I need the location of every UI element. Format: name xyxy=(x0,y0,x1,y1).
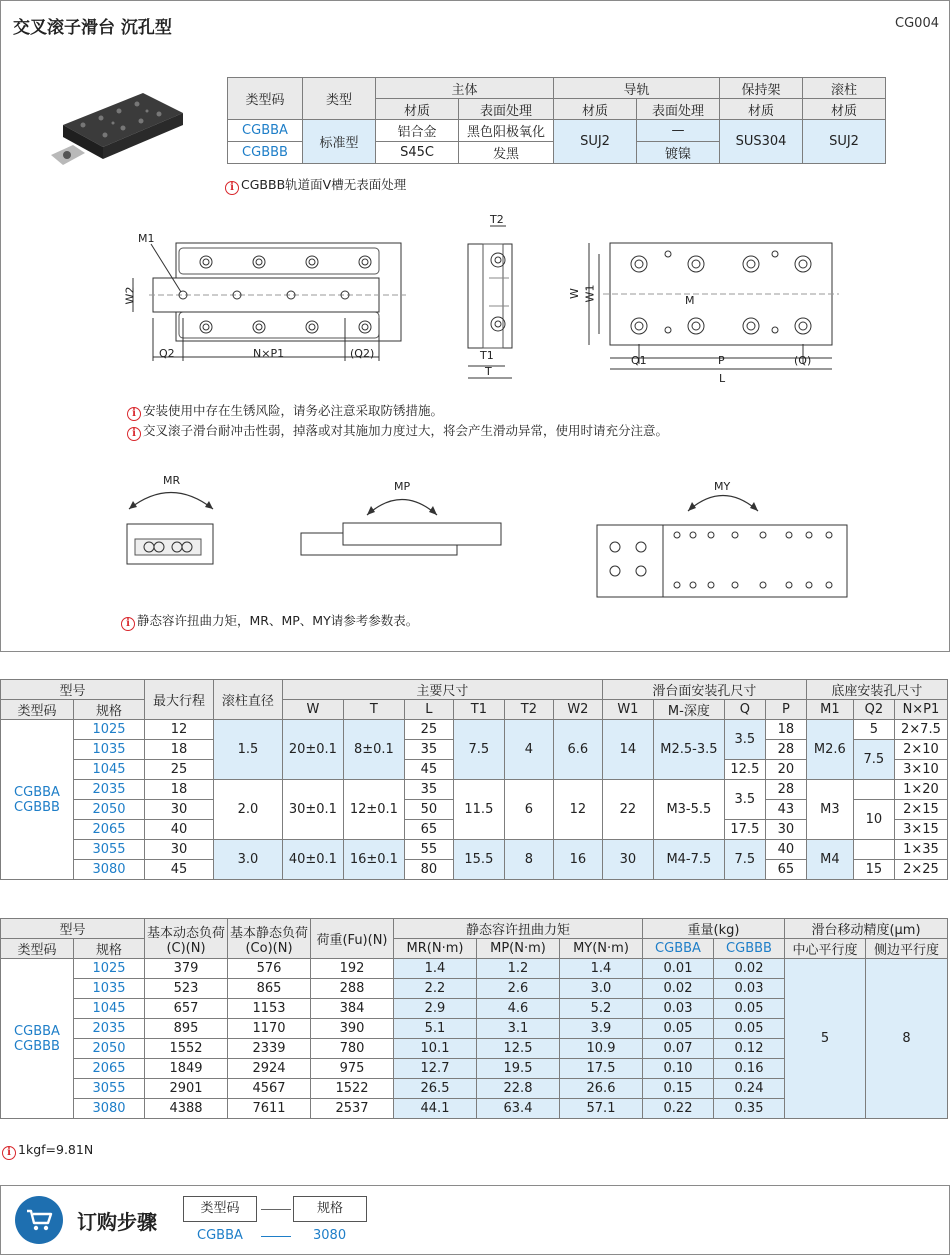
t2-cell: 6 xyxy=(504,780,553,840)
col-np1: N×P1 xyxy=(894,700,947,720)
m1-cell: M2.6 xyxy=(806,720,853,780)
w-cell: 40±0.1 xyxy=(282,840,343,880)
np1-cell: 1×35 xyxy=(894,840,947,860)
p-cell: 28 xyxy=(765,780,806,800)
label-t2: T2 xyxy=(490,213,504,226)
label-l: L xyxy=(719,372,726,385)
t-cell: 8±0.1 xyxy=(343,720,404,780)
col-rail: 导轨 xyxy=(554,78,720,99)
col-material: 材质 xyxy=(803,99,886,120)
col-surface: 表面处理 xyxy=(637,99,720,120)
catalog-code: CG004 xyxy=(895,16,939,31)
m-depth-cell: M3-5.5 xyxy=(653,780,724,840)
col-size: 规格 xyxy=(74,700,145,720)
col-weight-a: CGBBA xyxy=(643,939,714,959)
type-code-b: CGBBB xyxy=(228,142,303,164)
fu-cell: 975 xyxy=(311,1059,394,1079)
order-box-type-code: 类型码 xyxy=(183,1196,257,1222)
size-cell: 1025 xyxy=(74,720,145,740)
label-p: P xyxy=(718,354,725,367)
fu-cell: 2537 xyxy=(311,1099,394,1119)
size-cell: 2065 xyxy=(74,1059,145,1079)
roller-cell: 2.0 xyxy=(213,780,282,840)
col-t1: T1 xyxy=(453,700,504,720)
info-icon: i xyxy=(225,181,239,195)
info-icon: i xyxy=(127,407,141,421)
np1-cell: 3×10 xyxy=(894,760,947,780)
np1-cell: 2×10 xyxy=(894,740,947,760)
co-cell: 576 xyxy=(228,959,311,979)
weight-b-cell: 0.02 xyxy=(714,959,785,979)
col-accuracy: 滑台移动精度(μm) xyxy=(785,919,948,939)
col-load: 荷重(Fu)(N) xyxy=(311,919,394,959)
size-cell: 2065 xyxy=(74,820,145,840)
type-codes: CGBBA CGBBB xyxy=(1,959,74,1119)
c-cell: 895 xyxy=(145,1019,228,1039)
w1-cell: 22 xyxy=(602,780,653,840)
col-body: 主体 xyxy=(376,78,554,99)
label-q2b: (Q2) xyxy=(350,347,375,360)
type-value: 标准型 xyxy=(303,120,376,164)
t2-cell: 4 xyxy=(504,720,553,780)
fu-cell: 1522 xyxy=(311,1079,394,1099)
col-max-stroke: 最大行程 xyxy=(145,680,214,720)
m1-cell: M3 xyxy=(806,780,853,840)
w2-cell: 6.6 xyxy=(553,720,602,780)
weight-b-cell: 0.35 xyxy=(714,1099,785,1119)
weight-a-cell: 0.15 xyxy=(643,1079,714,1099)
q-cell: 3.5 xyxy=(724,720,765,760)
col-m1: M1 xyxy=(806,700,853,720)
note-moment: i 静态容许扭曲力矩，MR、MP、MY请参考参数表。 xyxy=(121,611,418,631)
l-cell: 45 xyxy=(404,760,453,780)
l-cell: 35 xyxy=(404,740,453,760)
label-q2: Q2 xyxy=(159,347,175,360)
mr-cell: 12.7 xyxy=(394,1059,477,1079)
col-t2: T2 xyxy=(504,700,553,720)
size-cell: 1025 xyxy=(74,959,145,979)
mr-cell: 44.1 xyxy=(394,1099,477,1119)
label-w1: W1 xyxy=(583,284,597,303)
col-type-code: 类型码 xyxy=(228,78,303,120)
col-material: 材质 xyxy=(554,99,637,120)
note-impact: i 交叉滚子滑台耐冲击性弱，掉落或对其施加力度过大，将会产生滑动异常，使用时请充分注意。 xyxy=(127,421,668,441)
t1-cell: 11.5 xyxy=(453,780,504,840)
mp-cell: 12.5 xyxy=(477,1039,560,1059)
label-w: W xyxy=(567,288,581,299)
stroke-cell: 30 xyxy=(145,800,214,820)
col-mp: MP(N·m) xyxy=(477,939,560,959)
type-codes: CGBBA CGBBB xyxy=(1,720,74,880)
note-kgf: i 1kgf=9.81N xyxy=(2,1142,93,1160)
mp-cell: 3.1 xyxy=(477,1019,560,1039)
fu-cell: 288 xyxy=(311,979,394,999)
p-cell: 43 xyxy=(765,800,806,820)
my-cell: 5.2 xyxy=(560,999,643,1019)
q-cell: 12.5 xyxy=(724,760,765,780)
weight-a-cell: 0.22 xyxy=(643,1099,714,1119)
t1-cell: 15.5 xyxy=(453,840,504,880)
np1-cell: 2×7.5 xyxy=(894,720,947,740)
col-q: Q xyxy=(724,700,765,720)
label-np1: N×P1 xyxy=(253,347,285,360)
size-cell: 2050 xyxy=(74,1039,145,1059)
co-cell: 1170 xyxy=(228,1019,311,1039)
fu-cell: 390 xyxy=(311,1019,394,1039)
cart-icon xyxy=(15,1196,63,1244)
p-cell: 30 xyxy=(765,820,806,840)
body-surface-b: 发黑 xyxy=(459,142,554,164)
l-cell: 55 xyxy=(404,840,453,860)
q-cell: 7.5 xyxy=(724,840,765,880)
col-moment: 静态容许扭曲力矩 xyxy=(394,919,643,939)
m-depth-cell: M2.5-3.5 xyxy=(653,720,724,780)
mp-cell: 2.6 xyxy=(477,979,560,999)
col-type: 类型 xyxy=(303,78,376,120)
label-m: M xyxy=(685,294,695,307)
q2-cell xyxy=(853,840,894,860)
table-row xyxy=(1,720,948,740)
q-cell: 3.5 xyxy=(724,780,765,820)
w1-cell: 30 xyxy=(602,840,653,880)
col-l: L xyxy=(404,700,453,720)
c-cell: 657 xyxy=(145,999,228,1019)
np1-cell: 2×25 xyxy=(894,860,947,880)
col-w1: W1 xyxy=(602,700,653,720)
info-icon: i xyxy=(127,427,141,441)
co-cell: 2339 xyxy=(228,1039,311,1059)
col-side-parallel: 侧边平行度 xyxy=(866,939,948,959)
col-material: 材质 xyxy=(720,99,803,120)
note-rail-surface: i CGBBB轨道面V槽无表面处理 xyxy=(225,175,406,195)
weight-b-cell: 0.24 xyxy=(714,1079,785,1099)
co-cell: 4567 xyxy=(228,1079,311,1099)
p-cell: 28 xyxy=(765,740,806,760)
col-type-code: 类型码 xyxy=(1,939,74,959)
rail-material: SUJ2 xyxy=(554,120,637,164)
col-weight: 重量(kg) xyxy=(643,919,785,939)
col-t: T xyxy=(343,700,404,720)
size-cell: 3080 xyxy=(74,860,145,880)
weight-a-cell: 0.07 xyxy=(643,1039,714,1059)
roller-material: SUJ2 xyxy=(803,120,886,164)
col-retainer: 保持架 xyxy=(720,78,803,99)
size-cell: 1035 xyxy=(74,979,145,999)
order-connector xyxy=(261,1236,291,1237)
mp-cell: 4.6 xyxy=(477,999,560,1019)
col-q2: Q2 xyxy=(853,700,894,720)
rail-surface-a: — xyxy=(637,120,720,142)
col-m-depth: M-深度 xyxy=(653,700,724,720)
stroke-cell: 40 xyxy=(145,820,214,840)
weight-a-cell: 0.03 xyxy=(643,999,714,1019)
q2-cell xyxy=(853,780,894,800)
stroke-cell: 18 xyxy=(145,780,214,800)
my-cell: 57.1 xyxy=(560,1099,643,1119)
page-title: 交叉滚子滑台 沉孔型 xyxy=(13,18,172,38)
fu-cell: 780 xyxy=(311,1039,394,1059)
t-cell: 16±0.1 xyxy=(343,840,404,880)
label-mp: MP xyxy=(394,480,411,493)
order-box-size: 规格 xyxy=(293,1196,367,1222)
w2-cell: 12 xyxy=(553,780,602,840)
rail-surface-b: 镀镍 xyxy=(637,142,720,164)
table-row xyxy=(1,959,948,979)
p-cell: 18 xyxy=(765,720,806,740)
table-row xyxy=(1,780,948,800)
np1-cell: 2×15 xyxy=(894,800,947,820)
order-value-type-code: CGBBA xyxy=(197,1228,243,1243)
label-mr: MR xyxy=(163,474,181,487)
mp-cell: 1.2 xyxy=(477,959,560,979)
roller-cell: 3.0 xyxy=(213,840,282,880)
size-cell: 1045 xyxy=(74,760,145,780)
p-cell: 65 xyxy=(765,860,806,880)
c-cell: 1849 xyxy=(145,1059,228,1079)
q-cell: 17.5 xyxy=(724,820,765,840)
t2-cell: 8 xyxy=(504,840,553,880)
size-cell: 3080 xyxy=(74,1099,145,1119)
stroke-cell: 18 xyxy=(145,740,214,760)
c-cell: 379 xyxy=(145,959,228,979)
col-center-parallel: 中心平行度 xyxy=(785,939,866,959)
l-cell: 65 xyxy=(404,820,453,840)
col-w: W xyxy=(282,700,343,720)
q2-cell: 5 xyxy=(853,720,894,740)
mp-cell: 22.8 xyxy=(477,1079,560,1099)
stroke-cell: 25 xyxy=(145,760,214,780)
mr-cell: 5.1 xyxy=(394,1019,477,1039)
product-photo xyxy=(43,87,193,179)
col-roller-dia: 滚柱直径 xyxy=(213,680,282,720)
label-my: MY xyxy=(714,480,731,493)
weight-b-cell: 0.05 xyxy=(714,1019,785,1039)
body-surface-a: 黑色阳极氧化 xyxy=(459,120,554,142)
dimension-spec-table xyxy=(0,679,948,880)
label-t: T xyxy=(485,365,492,378)
col-base-holes: 底座安装孔尺寸 xyxy=(806,680,947,700)
label-m1: M1 xyxy=(138,232,155,245)
weight-a-cell: 0.05 xyxy=(643,1019,714,1039)
center-parallel-cell: 5 xyxy=(785,959,866,1119)
col-model: 型号 xyxy=(1,680,145,700)
my-cell: 10.9 xyxy=(560,1039,643,1059)
c-cell: 4388 xyxy=(145,1099,228,1119)
my-cell: 17.5 xyxy=(560,1059,643,1079)
size-cell: 1045 xyxy=(74,999,145,1019)
size-cell: 3055 xyxy=(74,1079,145,1099)
col-roller: 滚柱 xyxy=(803,78,886,99)
c-cell: 523 xyxy=(145,979,228,999)
info-icon: i xyxy=(2,1146,16,1160)
col-surface: 表面处理 xyxy=(459,99,554,120)
stroke-cell: 30 xyxy=(145,840,214,860)
moment-my-diagram xyxy=(593,475,851,599)
p-cell: 20 xyxy=(765,760,806,780)
mr-cell: 2.2 xyxy=(394,979,477,999)
col-w2: W2 xyxy=(553,700,602,720)
table-row xyxy=(1,840,948,860)
t-cell: 12±0.1 xyxy=(343,780,404,840)
col-main-dim: 主要尺寸 xyxy=(282,680,602,700)
side-parallel-cell: 8 xyxy=(866,959,948,1119)
mp-cell: 19.5 xyxy=(477,1059,560,1079)
stroke-cell: 45 xyxy=(145,860,214,880)
label-q: (Q) xyxy=(794,354,812,367)
size-cell: 1035 xyxy=(74,740,145,760)
p-cell: 40 xyxy=(765,840,806,860)
label-t1: T1 xyxy=(480,349,494,362)
mr-cell: 2.9 xyxy=(394,999,477,1019)
order-value-size: 3080 xyxy=(313,1228,347,1243)
weight-b-cell: 0.16 xyxy=(714,1059,785,1079)
stroke-cell: 12 xyxy=(145,720,214,740)
load-spec-table xyxy=(0,918,948,1119)
col-size: 规格 xyxy=(74,939,145,959)
c-cell: 1552 xyxy=(145,1039,228,1059)
col-material: 材质 xyxy=(376,99,459,120)
c-cell: 2901 xyxy=(145,1079,228,1099)
m1-cell: M4 xyxy=(806,840,853,880)
col-mr: MR(N·m) xyxy=(394,939,477,959)
col-slide-holes: 滑台面安装孔尺寸 xyxy=(602,680,806,700)
label-q1: Q1 xyxy=(631,354,647,367)
co-cell: 7611 xyxy=(228,1099,311,1119)
np1-cell: 3×15 xyxy=(894,820,947,840)
w1-cell: 14 xyxy=(602,720,653,780)
my-cell: 26.6 xyxy=(560,1079,643,1099)
col-static-load: 基本静态负荷(Co)(N) xyxy=(228,919,311,959)
t1-cell: 7.5 xyxy=(453,720,504,780)
l-cell: 80 xyxy=(404,860,453,880)
q2-cell: 10 xyxy=(853,800,894,840)
weight-a-cell: 0.01 xyxy=(643,959,714,979)
note-rust: i 安装使用中存在生锈风险，请务必注意采取防锈措施。 xyxy=(127,401,443,421)
weight-b-cell: 0.03 xyxy=(714,979,785,999)
l-cell: 35 xyxy=(404,780,453,800)
co-cell: 2924 xyxy=(228,1059,311,1079)
order-steps-title: 订购步骤 xyxy=(77,1210,157,1234)
m-depth-cell: M4-7.5 xyxy=(653,840,724,880)
order-steps-bar xyxy=(0,1185,950,1255)
body-material-a: 铝合金 xyxy=(376,120,459,142)
size-cell: 2035 xyxy=(74,780,145,800)
co-cell: 865 xyxy=(228,979,311,999)
mr-cell: 26.5 xyxy=(394,1079,477,1099)
col-my: MY(N·m) xyxy=(560,939,643,959)
info-icon: i xyxy=(121,617,135,631)
np1-cell: 1×20 xyxy=(894,780,947,800)
weight-a-cell: 0.10 xyxy=(643,1059,714,1079)
col-weight-b: CGBBB xyxy=(714,939,785,959)
my-cell: 3.9 xyxy=(560,1019,643,1039)
weight-a-cell: 0.02 xyxy=(643,979,714,999)
size-cell: 2050 xyxy=(74,800,145,820)
l-cell: 25 xyxy=(404,720,453,740)
q2-cell: 15 xyxy=(853,860,894,880)
w-cell: 30±0.1 xyxy=(282,780,343,840)
roller-cell: 1.5 xyxy=(213,720,282,780)
body-material-b: S45C xyxy=(376,142,459,164)
col-model: 型号 xyxy=(1,919,145,939)
w2-cell: 16 xyxy=(553,840,602,880)
q2-cell: 7.5 xyxy=(853,740,894,780)
order-connector xyxy=(261,1209,291,1210)
my-cell: 1.4 xyxy=(560,959,643,979)
col-dynamic-load: 基本动态负荷(C)(N) xyxy=(145,919,228,959)
col-p: P xyxy=(765,700,806,720)
l-cell: 50 xyxy=(404,800,453,820)
fu-cell: 192 xyxy=(311,959,394,979)
w-cell: 20±0.1 xyxy=(282,720,343,780)
materials-table xyxy=(227,77,886,164)
mr-cell: 1.4 xyxy=(394,959,477,979)
col-type-code: 类型码 xyxy=(1,700,74,720)
mr-cell: 10.1 xyxy=(394,1039,477,1059)
co-cell: 1153 xyxy=(228,999,311,1019)
mp-cell: 63.4 xyxy=(477,1099,560,1119)
retainer-material: SUS304 xyxy=(720,120,803,164)
size-cell: 2035 xyxy=(74,1019,145,1039)
label-w2: W2 xyxy=(123,286,137,305)
weight-b-cell: 0.05 xyxy=(714,999,785,1019)
type-code-a: CGBBA xyxy=(228,120,303,142)
my-cell: 3.0 xyxy=(560,979,643,999)
size-cell: 3055 xyxy=(74,840,145,860)
fu-cell: 384 xyxy=(311,999,394,1019)
weight-b-cell: 0.12 xyxy=(714,1039,785,1059)
